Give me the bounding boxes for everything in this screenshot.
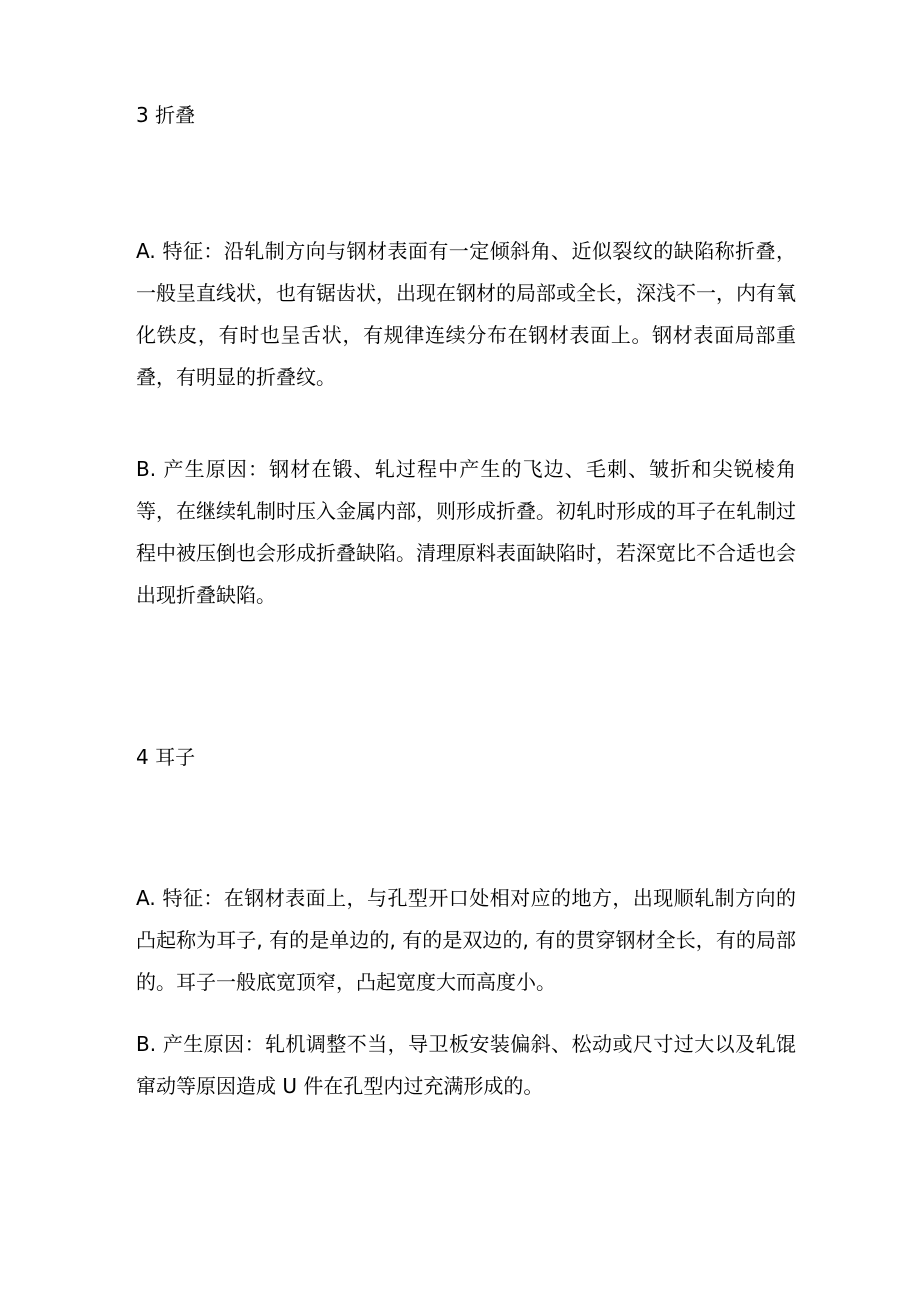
paragraph-fold-causes: B. 产生原因：钢材在锻、轧过程中产生的飞边、毛刺、皱折和尖锐棱角等，在继续轧制时压入金属内部，则形成折叠。初轧时形成的耳子在轧制过程中被压倒也会形成折叠缺陷。清理原料表面缺陷时，若深宽比不合适也会出现折叠缺陷。 bbox=[136, 457, 796, 607]
section-heading-fold: 3 折叠 bbox=[136, 103, 196, 127]
paragraph-ear-causes: B. 产生原因：轧机调整不当，导卫板安装偏斜、松动或尺寸过大以及轧馄窜动等原因造成 U 件在孔型内过充满形成的。 bbox=[136, 1032, 796, 1098]
section-heading-ear: 4 耳子 bbox=[136, 745, 196, 769]
paragraph-fold-features: A. 特征：沿轧制方向与钢材表面有一定倾斜角、近似裂纹的缺陷称折叠，一般呈直线状，也有锯齿状，出现在钢材的局部或全长，深浅不一，内有氧化铁皮，有时也呈舌状，有规律连续分布在钢材表面上。钢材表面局部重叠，有明显的折叠纹。 bbox=[136, 239, 796, 389]
paragraph-ear-features: A. 特征：在钢材表面上，与孔型开口处相对应的地方，出现顺轧制方向的凸起称为耳子, 有的是单边的, 有的是双边的, 有的贯穿钢材全长，有的局部的。耳子一般底宽顶窄，凸起宽度大而高度小。 bbox=[136, 886, 796, 994]
